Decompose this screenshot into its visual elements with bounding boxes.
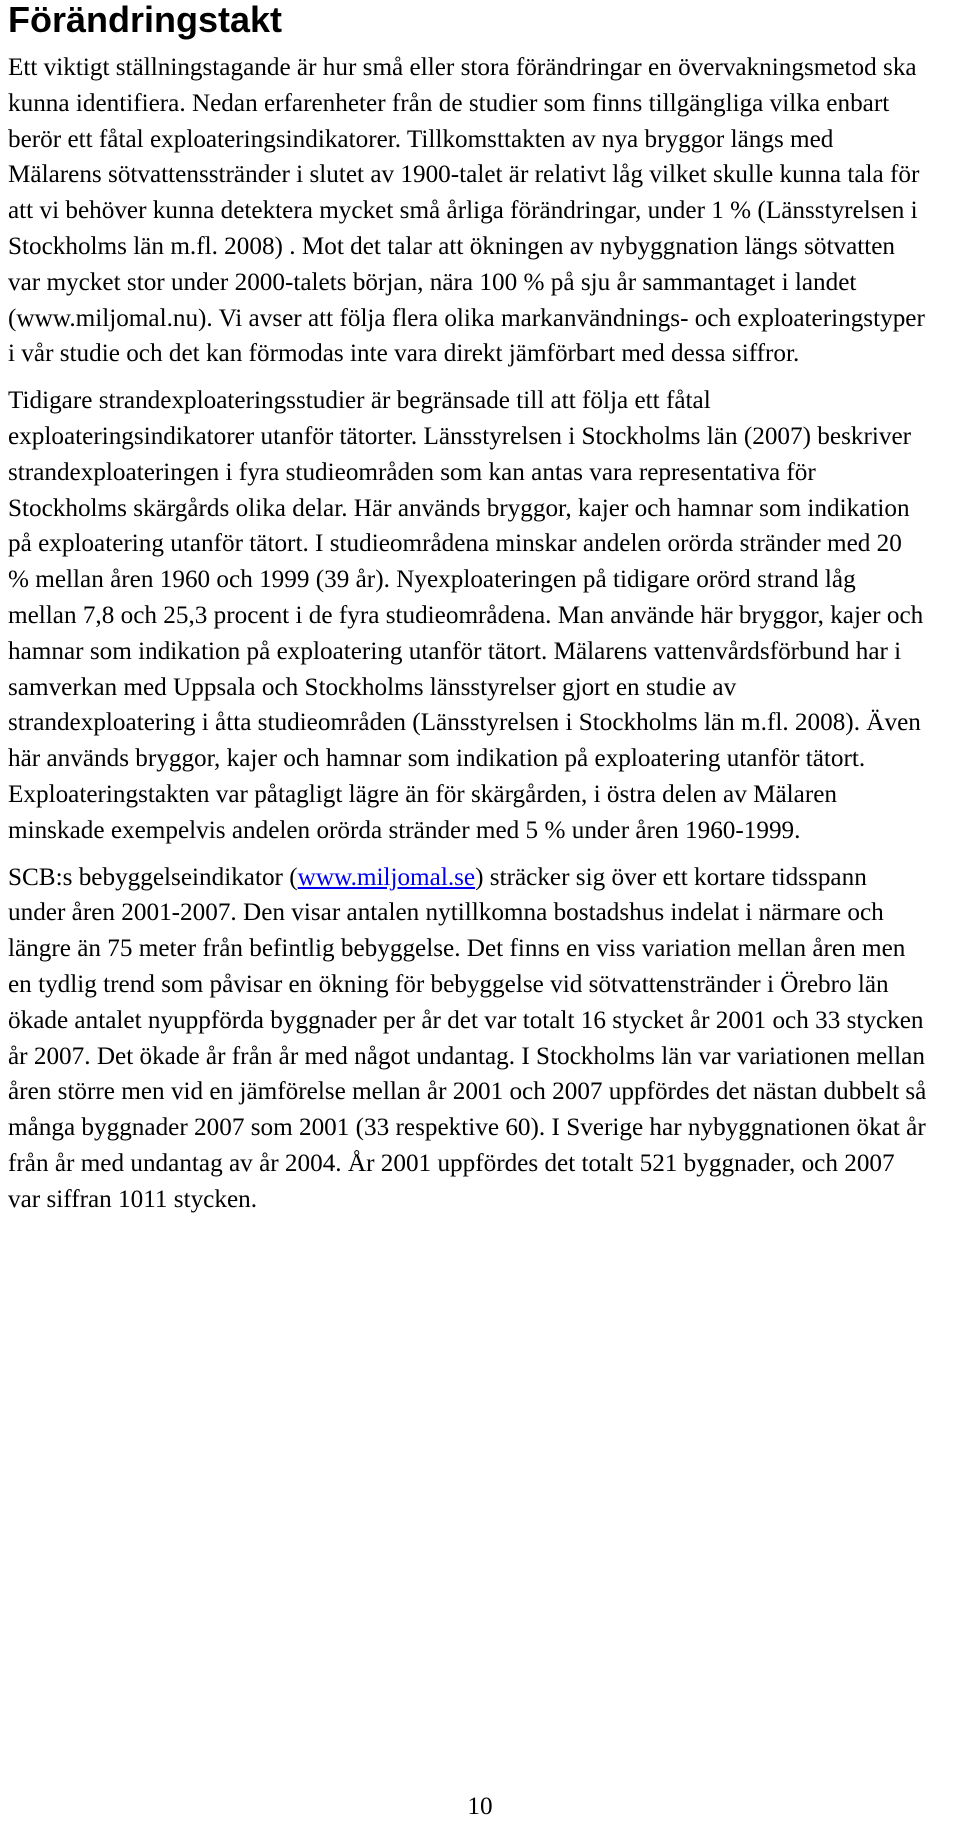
page-number: 10 — [467, 1793, 493, 1820]
paragraph-3-text-end: ) sträcker sig över ett kortare tidsspann under åren 2001-2007. Den visar antalen nytillkomna bostadshus indelat i närmare och längre än 75 meter från befintlig bebyggelse. Det finns en viss variation mellan åren men en tydlig trend som påvisar en ökning för bebyggelse vid sötvattenstränder i Örebro län ökade antalet nyuppförda byggnader per år det var totalt 16 stycket år 2001 och 33 stycken år 2007. Det ökade år från år med något undantag. I Stockholms län var variationen mellan åren större men vid en jämförelse mellan år 2001 och 2007 uppfördes det nästan dubbelt så många byggnader 2007 som 2001 (33 respektive 60). I Sverige har nybyggnationen ökat år från år med undantag av år 2004. År 2001 uppfördes det totalt 521 byggnader, och 2007 var siffran 1011 stycken. — [8, 863, 927, 1213]
document-page — [8, 0, 928, 1218]
paragraph-3-text-start: SCB:s bebyggelseindikator ( — [8, 863, 298, 891]
paragraph-2: Tidigare strandexploateringsstudier är begränsade till att följa ett fåtal exploateringsindikatorer utanför tätorter. Länsstyrelsen i Stockholms län (2007) beskriver strandexploateringen i fyra studieområden som kan antas vara representativa för Stockholms skärgårds olika delar. Här används bryggor, kajer och hamnar som indikation på exploatering utanför tätort. I studieområdena minskar andelen orörda stränder med 20 % mellan åren 1960 och 1999 (39 år). Nyexploateringen på tidigare orörd strand låg mellan 7,8 och 25,3 procent i de fyra studieområdena. Man använde här bryggor, kajer och hamnar som indikation på exploatering utanför tätort. Mälarens vattenvårdsförbund har i samverkan med Uppsala och Stockholms länsstyrelser gjort en studie av strandexploatering i åtta studieområden (Länsstyrelsen i Stockholms län m.fl. 2008). Även här används bryggor, kajer och hamnar som indikation på exploatering utanför tätort. Exploateringstakten var påtagligt lägre än för skärgården, i östra delen av Mälaren minskade exempelvis andelen orörda stränder med 5 % under åren 1960-1999. — [8, 387, 924, 844]
section-heading: Förändringstakt — [8, 0, 283, 40]
paragraph-3 — [8, 860, 928, 1218]
miljomal-link[interactable]: www.miljomal.se — [297, 863, 476, 891]
paragraph-1: Ett viktigt ställningstagande är hur små eller stora förändringar en övervakningsmetod ska kunna identifiera. Nedan erfarenheter från de studier som finns tillgängliga vilka enbart berör ett fåtal exploateringsindikatorer. Tillkomsttakten av nya bryggor längs med Mälarens sötvattensstränder i slutet av 1900-talet är relativt låg vilket skulle kunna tala för att vi behöver kunna detektera mycket små årliga förändringar, under 1 % (Länsstyrelsen i Stockholms län m.fl. 2008) . Mot det talar att ökningen av nybyggnation längs sötvatten var mycket stor under 2000-talets början, nära 100 % på sju år sammantaget i landet (www.miljomal.nu). Vi avser att följa flera olika markanvändnings- och exploateringstyper i vår studie och det kan förmodas inte vara direkt jämförbart med dessa siffror. — [8, 54, 925, 368]
